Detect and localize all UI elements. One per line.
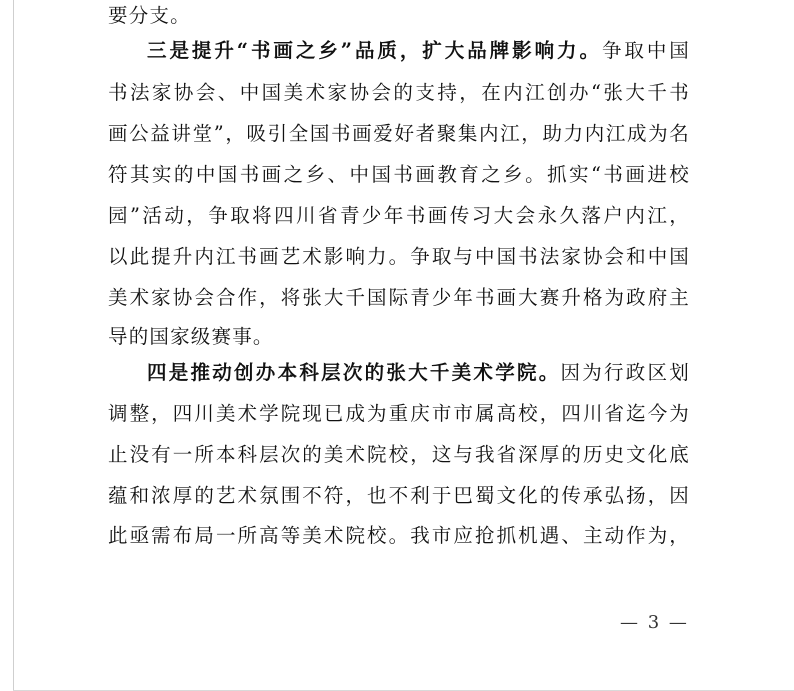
line-text: 蕴和浓厚的艺术氛围不符，也不利于巴蜀文化的传承弘扬，因 bbox=[108, 484, 690, 507]
body-line-6 bbox=[108, 201, 690, 231]
body-line-11 bbox=[108, 399, 690, 429]
line-text: 调整，四川美术学院现已成为重庆市市属高校，四川省迄今为 bbox=[108, 402, 690, 425]
paragraph-heading-3: 三是提升“书画之乡”品质，扩大品牌影响力。 bbox=[147, 39, 602, 62]
body-line-12 bbox=[108, 440, 690, 470]
body-line-9 bbox=[108, 322, 274, 352]
line-text: 园”活动，争取将四川省青少年书画传习大会永久落户内江， bbox=[108, 204, 690, 227]
body-line-1 bbox=[108, 1, 191, 31]
body-line-4 bbox=[108, 119, 690, 149]
line-text: 因为行政区划 bbox=[560, 361, 690, 384]
body-line-8 bbox=[108, 283, 690, 313]
body-line-14 bbox=[108, 521, 690, 551]
body-line-3 bbox=[108, 78, 690, 108]
line-text: 此亟需布局一所高等美术院校。我市应抢抓机遇、主动作为， bbox=[108, 524, 690, 547]
body-line-2 bbox=[147, 36, 690, 66]
body-line-13 bbox=[108, 481, 690, 511]
line-text: 以此提升内江书画艺术影响力。争取与中国书法家协会和中国 bbox=[108, 245, 690, 268]
line-text: 画公益讲堂”，吸引全国书画爱好者聚集内江，助力内江成为名 bbox=[108, 122, 690, 145]
paragraph-heading-4: 四是推动创办本科层次的张大千美术学院。 bbox=[147, 361, 561, 384]
body-line-5 bbox=[108, 160, 690, 190]
line-text: 导的国家级赛事。 bbox=[108, 325, 274, 348]
line-text: 美术家协会合作，将张大千国际青少年书画大赛升格为政府主 bbox=[108, 286, 690, 309]
line-text: 争取中国 bbox=[601, 39, 690, 62]
page-left-border bbox=[13, 0, 14, 691]
line-text: 止没有一所本科层次的美术院校，这与我省深厚的历史文化底 bbox=[108, 443, 690, 466]
line-text: 符其实的中国书画之乡、中国书画教育之乡。抓实“书画进校 bbox=[108, 163, 690, 186]
body-line-7 bbox=[108, 242, 690, 272]
body-line-10 bbox=[147, 358, 690, 388]
page-number: — 3 — bbox=[620, 612, 689, 633]
line-text: 书法家协会、中国美术家协会的支持，在内江创办“张大千书 bbox=[108, 81, 690, 104]
line-text: 要分支。 bbox=[108, 4, 191, 27]
